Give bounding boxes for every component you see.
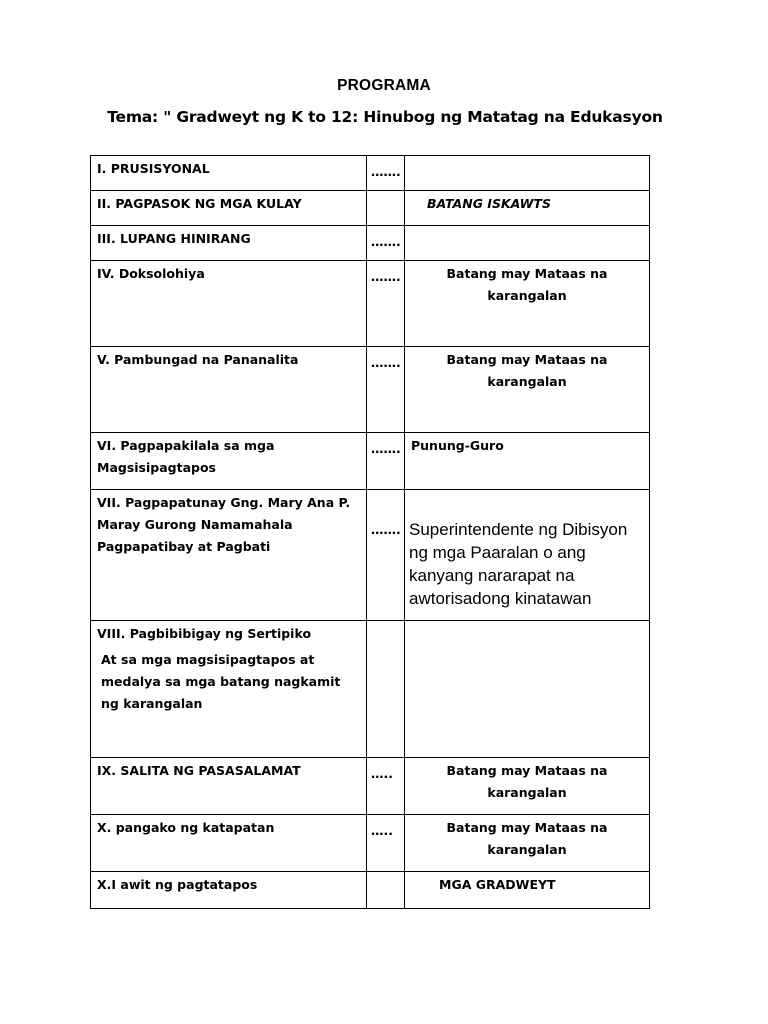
theme-line: Tema: " Gradweyt ng K to 12: Hinubog ng Matatag na Edukasyon — [107, 108, 663, 126]
dots-cell: ……. — [367, 347, 405, 433]
table-row — [91, 347, 650, 433]
dots-cell — [367, 621, 405, 758]
table-row — [91, 433, 650, 490]
table-row — [91, 758, 650, 815]
dots-cell: ……. — [367, 490, 405, 621]
dots-cell — [367, 191, 405, 226]
presenter-cell: Batang may Mataas na karangalan — [405, 758, 650, 815]
presenter-cell — [405, 226, 650, 261]
dots-cell: ….. — [367, 815, 405, 872]
dots-cell: ….. — [367, 758, 405, 815]
program-item: VIII. Pagbibibigay ng Sertipiko — [97, 626, 312, 641]
program-item: III. LUPANG HINIRANG — [91, 226, 367, 261]
program-item-detail: At sa mga magsisipagtapos at medalya sa mga batang nagkamit ng karangalan — [101, 652, 341, 711]
program-item: X.I awit ng pagtatapos — [91, 872, 367, 909]
presenter-cell — [405, 156, 650, 191]
table-row — [91, 815, 650, 872]
program-item: IX. SALITA NG PASASALAMAT — [91, 758, 367, 815]
presenter-cell — [405, 490, 650, 621]
table-row — [91, 872, 650, 909]
dots-cell: ……. — [367, 261, 405, 347]
presenter-cell: Batang may Mataas na karangalan — [405, 261, 650, 347]
page-title: PROGRAMA — [337, 77, 431, 94]
presenter-cell: BATANG ISKAWTS — [405, 191, 650, 226]
program-item: X. pangako ng katapatan — [91, 815, 367, 872]
table-row — [91, 621, 650, 758]
program-item-cell — [91, 621, 367, 758]
presenter-cell: Batang may Mataas na karangalan — [405, 347, 650, 433]
presenter-cell — [405, 621, 650, 758]
table-row — [91, 261, 650, 347]
program-item: VII. Pagpapatunay Gng. Mary Ana P. Maray Gurong Namamahala Pagpapatibay at Pagbati — [91, 490, 367, 621]
program-item: V. Pambungad na Pananalita — [91, 347, 367, 433]
table-row — [91, 226, 650, 261]
program-item: IV. Doksolohiya — [91, 261, 367, 347]
presenter-cell: Punung-Guro — [405, 433, 650, 490]
dots-cell — [367, 872, 405, 909]
table-row — [91, 490, 650, 621]
table-row — [91, 156, 650, 191]
dots-cell: ……. — [367, 226, 405, 261]
table-row — [91, 191, 650, 226]
presenter-text: Superintendente ng Dibisyon ng mga Paaralan o ang kanyang nararapat na awtorisadong kinatawan — [409, 520, 628, 608]
program-item: I. PRUSISYONAL — [91, 156, 367, 191]
program-table — [90, 155, 650, 909]
presenter-cell: MGA GRADWEYT — [405, 872, 650, 909]
dots-cell: ……. — [367, 433, 405, 490]
program-item: II. PAGPASOK NG MGA KULAY — [91, 191, 367, 226]
presenter-cell: Batang may Mataas na karangalan — [405, 815, 650, 872]
program-item: VI. Pagpapakilala sa mga Magsisipagtapos — [91, 433, 367, 490]
dots-cell: ……. — [367, 156, 405, 191]
